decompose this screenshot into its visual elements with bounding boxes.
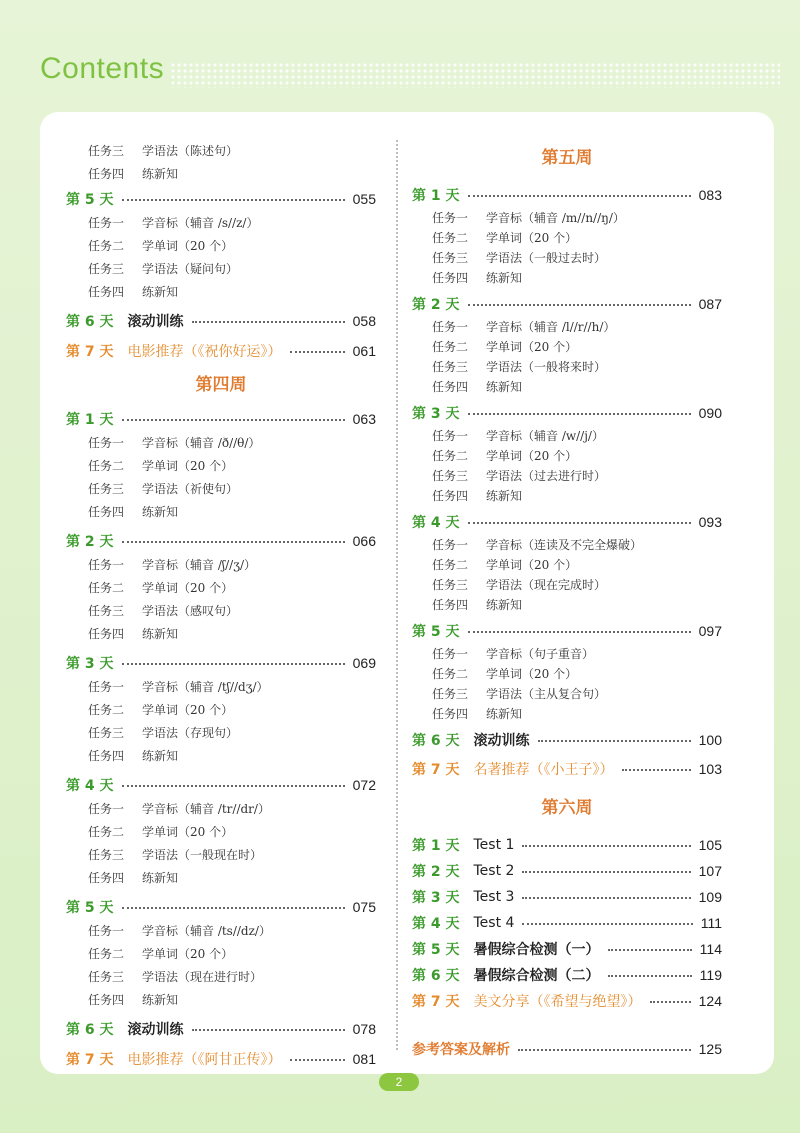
day-group <box>66 894 376 1012</box>
page-ref: 078 <box>352 1021 376 1037</box>
task-item <box>66 676 376 699</box>
task-text: 学语法（一般过去时） <box>486 251 607 265</box>
task-item <box>66 140 376 163</box>
day-entry-link[interactable] <box>66 1046 376 1072</box>
task-name: 任务二 <box>432 340 469 354</box>
day-label: 第 5 天 <box>66 192 114 208</box>
day-title: 滚动训练 <box>127 314 184 330</box>
task-item <box>66 501 376 524</box>
day-entry-link[interactable] <box>412 858 722 884</box>
task-name: 任务四 <box>88 749 125 763</box>
task-item <box>412 446 722 466</box>
day-entry-link[interactable] <box>66 528 376 554</box>
task-name: 任务三 <box>88 970 125 984</box>
day-title: 滚动训练 <box>127 1022 184 1038</box>
task-name: 任务四 <box>88 285 125 299</box>
task-name: 任务二 <box>88 703 125 717</box>
day-label: 第 5 天 <box>412 942 460 958</box>
day-label: 第 6 天 <box>412 733 460 749</box>
task-text: 学音标（辅音 /tr//dr/） <box>142 802 270 816</box>
page-ref: 087 <box>698 296 722 312</box>
task-text: 学音标（句子重音） <box>486 647 595 661</box>
dot-leader <box>122 541 345 543</box>
task-text: 学语法（一般将来时） <box>486 360 607 374</box>
task-item <box>412 426 722 446</box>
task-name: 任务四 <box>432 271 469 285</box>
task-text: 学语法（陈述句） <box>142 144 239 158</box>
day-group <box>412 910 722 936</box>
day-title: 滚动训练 <box>473 733 530 749</box>
task-text: 练新知 <box>142 285 179 299</box>
day-label: 第 1 天 <box>66 412 114 428</box>
task-text: 学单词（20 个） <box>486 449 578 463</box>
day-entry-link[interactable] <box>412 962 722 988</box>
page-ref: 111 <box>700 915 722 931</box>
day-label: 第 7 天 <box>412 994 460 1010</box>
day-title: 暑假综合检测（二） <box>473 968 600 984</box>
dot-leader <box>650 1001 691 1003</box>
task-text: 练新知 <box>142 167 179 181</box>
dot-leader <box>192 1029 345 1031</box>
day-group <box>412 182 722 288</box>
page-ref: 100 <box>698 732 722 748</box>
day-entry-link[interactable] <box>412 182 722 208</box>
task-item <box>412 208 722 228</box>
task-text: 学单词（20 个） <box>486 558 578 572</box>
header-dot-pattern <box>170 62 780 88</box>
page-ref: 075 <box>352 899 376 915</box>
dot-leader <box>468 413 691 415</box>
task-item <box>66 699 376 722</box>
task-item <box>66 258 376 281</box>
task-name: 任务四 <box>88 505 125 519</box>
task-text: 练新知 <box>486 489 523 503</box>
contents-header <box>40 52 780 104</box>
task-name: 任务三 <box>432 687 469 701</box>
task-name: 任务四 <box>88 627 125 641</box>
task-item <box>66 745 376 768</box>
task-text: 学语法（现在完成时） <box>486 578 607 592</box>
contents-title: Contents <box>40 52 165 85</box>
task-name: 任务二 <box>432 558 469 572</box>
dot-leader <box>622 769 691 771</box>
day-group <box>66 1016 376 1042</box>
task-name: 任务一 <box>88 216 125 230</box>
task-text: 学单词（20 个） <box>486 231 578 245</box>
task-item <box>412 268 722 288</box>
task-name: 任务三 <box>88 144 125 158</box>
dot-leader <box>522 897 690 899</box>
day-label: 第 2 天 <box>412 297 460 313</box>
task-item <box>412 248 722 268</box>
page-number: 2 <box>379 1073 419 1091</box>
left-column <box>66 140 376 1076</box>
task-name: 任务二 <box>88 581 125 595</box>
task-name: 任务一 <box>432 320 469 334</box>
day-label: 第 4 天 <box>412 515 460 531</box>
page-ref: 058 <box>352 313 376 329</box>
task-name: 任务二 <box>432 231 469 245</box>
dot-leader <box>468 304 691 306</box>
day-entry-link[interactable] <box>412 400 722 426</box>
day-label: 第 7 天 <box>66 1052 114 1068</box>
task-name: 任务四 <box>88 993 125 1007</box>
task-text: 学语法（疑问句） <box>142 262 239 276</box>
dot-leader <box>522 845 690 847</box>
task-name: 任务二 <box>88 825 125 839</box>
day-label: 第 4 天 <box>412 916 460 932</box>
task-text: 学单词（20 个） <box>142 239 234 253</box>
column-divider <box>396 140 398 1050</box>
task-item <box>66 798 376 821</box>
task-text: 练新知 <box>486 380 523 394</box>
task-item <box>412 595 722 615</box>
task-name: 任务二 <box>432 449 469 463</box>
task-item <box>412 337 722 357</box>
task-item <box>412 664 722 684</box>
task-item <box>66 577 376 600</box>
task-item <box>66 920 376 943</box>
task-name: 任务二 <box>88 947 125 961</box>
dot-leader <box>192 321 345 323</box>
day-label: 第 5 天 <box>412 624 460 640</box>
week-title: 第四周 <box>195 375 247 395</box>
page-ref: 066 <box>352 533 376 549</box>
day-entry-link[interactable] <box>66 894 376 920</box>
day-group <box>66 528 376 646</box>
page-ref: 109 <box>698 889 722 905</box>
task-item <box>412 575 722 595</box>
task-text: 学音标（辅音 /m//n//ŋ/） <box>486 211 625 225</box>
dot-leader <box>518 1049 691 1051</box>
task-item <box>66 600 376 623</box>
day-title: Test 3 <box>473 889 515 905</box>
task-item <box>66 844 376 867</box>
day-group <box>66 772 376 890</box>
task-item <box>412 535 722 555</box>
day-entry-link[interactable] <box>66 406 376 432</box>
day-entry-link[interactable] <box>66 308 376 334</box>
task-text: 学语法（过去进行时） <box>486 469 607 483</box>
task-item <box>66 281 376 304</box>
task-name: 任务一 <box>432 211 469 225</box>
task-item <box>412 555 722 575</box>
task-item <box>66 821 376 844</box>
day-group <box>412 884 722 910</box>
task-item <box>66 989 376 1012</box>
day-group <box>412 509 722 615</box>
day-group <box>66 650 376 768</box>
task-item <box>412 486 722 506</box>
task-item <box>66 867 376 890</box>
page-ref: 061 <box>352 343 376 359</box>
task-item <box>412 466 722 486</box>
dot-leader <box>122 785 345 787</box>
task-name: 任务四 <box>432 707 469 721</box>
task-text: 学单词（20 个） <box>142 703 234 717</box>
task-item <box>412 377 722 397</box>
task-name: 任务三 <box>88 604 125 618</box>
task-name: 任务一 <box>88 802 125 816</box>
task-name: 任务四 <box>432 489 469 503</box>
task-text: 学单词（20 个） <box>142 459 234 473</box>
page-ref: 107 <box>698 863 722 879</box>
day-group <box>66 406 376 524</box>
task-text: 练新知 <box>142 627 179 641</box>
task-text: 练新知 <box>142 993 179 1007</box>
dot-leader <box>122 419 345 421</box>
dot-leader <box>468 195 691 197</box>
task-text: 学单词（20 个） <box>142 825 234 839</box>
day-group <box>66 308 376 334</box>
day-entry-link[interactable] <box>412 756 722 782</box>
task-text: 学语法（现在进行时） <box>142 970 263 984</box>
day-label: 第 3 天 <box>412 890 460 906</box>
task-text: 学音标（辅音 /ts//dz/） <box>142 924 271 938</box>
week-title: 第五周 <box>541 148 593 168</box>
page-ref: 069 <box>352 655 376 671</box>
task-item <box>412 704 722 724</box>
task-item <box>412 684 722 704</box>
answers-entry-link[interactable] <box>412 1036 722 1062</box>
day-group <box>66 338 376 364</box>
day-title: Test 2 <box>473 863 515 879</box>
dot-leader <box>290 1059 345 1061</box>
dot-leader <box>608 949 692 951</box>
day-label: 第 6 天 <box>66 314 114 330</box>
task-text: 练新知 <box>486 271 523 285</box>
task-text: 学音标（辅音 /tʃ//dʒ/） <box>142 680 269 694</box>
week-title: 第六周 <box>541 798 593 818</box>
page-ref: 105 <box>698 837 722 853</box>
task-text: 学音标（辅音 /ð//θ/） <box>142 436 261 450</box>
day-entry-link[interactable] <box>412 910 722 936</box>
day-group <box>412 988 722 1014</box>
page-ref: 097 <box>698 623 722 639</box>
page-ref: 119 <box>699 967 722 983</box>
page-ref: 114 <box>699 941 722 957</box>
day-label: 第 4 天 <box>66 778 114 794</box>
day-label: 第 7 天 <box>412 762 460 778</box>
day-group <box>412 858 722 884</box>
task-name: 任务一 <box>88 680 125 694</box>
task-text: 学单词（20 个） <box>142 947 234 961</box>
task-name: 任务三 <box>432 578 469 592</box>
page-ref: 090 <box>698 405 722 421</box>
day-title: 暑假综合检测（一） <box>473 942 600 958</box>
task-name: 任务一 <box>88 558 125 572</box>
task-item <box>66 966 376 989</box>
task-text: 学语法（一般现在时） <box>142 848 263 862</box>
task-name: 任务二 <box>432 667 469 681</box>
day-group <box>412 962 722 988</box>
day-title: 电影推荐（《阿甘正传》） <box>127 1052 282 1068</box>
task-text: 学单词（20 个） <box>486 340 578 354</box>
day-entry-link[interactable] <box>412 291 722 317</box>
day-group <box>66 1046 376 1072</box>
right-column <box>412 140 722 1062</box>
day-title: 美文分享（《希望与绝望》） <box>473 994 642 1010</box>
task-name: 任务四 <box>432 380 469 394</box>
day-label: 第 3 天 <box>66 656 114 672</box>
day-entry-link[interactable] <box>66 338 376 364</box>
task-item <box>412 317 722 337</box>
task-item <box>66 478 376 501</box>
task-name: 任务二 <box>88 459 125 473</box>
task-text: 学单词（20 个） <box>142 581 234 595</box>
task-item <box>66 455 376 478</box>
task-name: 任务三 <box>88 262 125 276</box>
task-text: 学音标（辅音 /ʃ//ʒ/） <box>142 558 257 572</box>
task-item <box>66 432 376 455</box>
dot-leader <box>122 663 345 665</box>
page-ref: 124 <box>698 993 722 1009</box>
day-label: 第 5 天 <box>66 900 114 916</box>
day-entry-link[interactable] <box>66 186 376 212</box>
task-name: 任务一 <box>88 436 125 450</box>
page-ref: 055 <box>352 191 376 207</box>
day-entry-link[interactable] <box>66 650 376 676</box>
day-label: 第 1 天 <box>412 188 460 204</box>
day-entry-link[interactable] <box>412 988 722 1014</box>
day-group <box>412 291 722 397</box>
day-label: 第 2 天 <box>66 534 114 550</box>
task-text: 学语法（存现句） <box>142 726 239 740</box>
day-entry-link[interactable] <box>412 727 722 753</box>
answers-label: 参考答案及解析 <box>412 1042 510 1058</box>
day-entry-link[interactable] <box>412 618 722 644</box>
task-item <box>66 943 376 966</box>
task-name: 任务三 <box>432 360 469 374</box>
page-ref: 083 <box>698 187 722 203</box>
task-text: 练新知 <box>486 707 523 721</box>
task-text: 学音标（辅音 /l//r//h/） <box>486 320 616 334</box>
task-item <box>412 228 722 248</box>
task-item <box>412 357 722 377</box>
day-entry-link[interactable] <box>412 832 722 858</box>
task-name: 任务一 <box>432 647 469 661</box>
page-ref: 072 <box>352 777 376 793</box>
page-ref: 103 <box>698 761 722 777</box>
day-title: 名著推荐（《小王子》） <box>473 762 614 778</box>
day-group <box>412 618 722 724</box>
page-ref: 063 <box>352 411 376 427</box>
day-group <box>412 936 722 962</box>
task-name: 任务三 <box>88 726 125 740</box>
task-name: 任务一 <box>88 924 125 938</box>
day-entry-link[interactable] <box>66 1016 376 1042</box>
day-group <box>412 832 722 858</box>
day-label: 第 6 天 <box>66 1022 114 1038</box>
day-title: Test 1 <box>473 837 515 853</box>
task-text: 学音标（辅音 /w//j/） <box>486 429 604 443</box>
dot-leader <box>522 871 690 873</box>
page-ref: 093 <box>698 514 722 530</box>
day-entry-link[interactable] <box>66 772 376 798</box>
task-item <box>66 235 376 258</box>
task-item <box>66 163 376 186</box>
task-name: 任务四 <box>88 167 125 181</box>
task-text: 练新知 <box>142 505 179 519</box>
day-group <box>412 400 722 506</box>
task-name: 任务二 <box>88 239 125 253</box>
day-title: Test 4 <box>473 915 515 931</box>
day-label: 第 3 天 <box>412 406 460 422</box>
dot-leader <box>468 631 691 633</box>
task-name: 任务三 <box>88 848 125 862</box>
page-ref: 081 <box>352 1051 376 1067</box>
day-label: 第 2 天 <box>412 864 460 880</box>
task-text: 学音标（辅音 /s//z/） <box>142 216 259 230</box>
task-text: 练新知 <box>142 871 179 885</box>
day-label: 第 7 天 <box>66 344 114 360</box>
dot-leader <box>608 975 692 977</box>
task-name: 任务一 <box>432 429 469 443</box>
task-text: 学音标（连读及不完全爆破） <box>486 538 643 552</box>
day-entry-link[interactable] <box>412 884 722 910</box>
day-label: 第 1 天 <box>412 838 460 854</box>
task-text: 练新知 <box>142 749 179 763</box>
task-text: 学语法（感叹句） <box>142 604 239 618</box>
task-item <box>66 212 376 235</box>
task-text: 学语法（主从复合句） <box>486 687 607 701</box>
task-item <box>66 554 376 577</box>
task-name: 任务三 <box>88 482 125 496</box>
page-ref: 125 <box>698 1041 722 1057</box>
dot-leader <box>468 522 691 524</box>
task-item <box>66 722 376 745</box>
task-name: 任务三 <box>432 251 469 265</box>
task-item <box>66 623 376 646</box>
task-text: 学语法（祈使句） <box>142 482 239 496</box>
task-text: 练新知 <box>486 598 523 612</box>
day-entry-link[interactable] <box>412 509 722 535</box>
dot-leader <box>538 740 691 742</box>
dot-leader <box>290 351 345 353</box>
day-label: 第 6 天 <box>412 968 460 984</box>
day-title: 电影推荐（《祝你好运》） <box>127 344 282 360</box>
day-group <box>66 186 376 304</box>
task-name: 任务一 <box>432 538 469 552</box>
day-entry-link[interactable] <box>412 936 722 962</box>
day-group <box>412 756 722 782</box>
task-name: 任务四 <box>432 598 469 612</box>
task-item <box>412 644 722 664</box>
dot-leader <box>522 923 692 925</box>
task-text: 学单词（20 个） <box>486 667 578 681</box>
task-name: 任务三 <box>432 469 469 483</box>
day-group <box>412 727 722 753</box>
task-name: 任务四 <box>88 871 125 885</box>
dot-leader <box>122 907 345 909</box>
dot-leader <box>122 199 345 201</box>
